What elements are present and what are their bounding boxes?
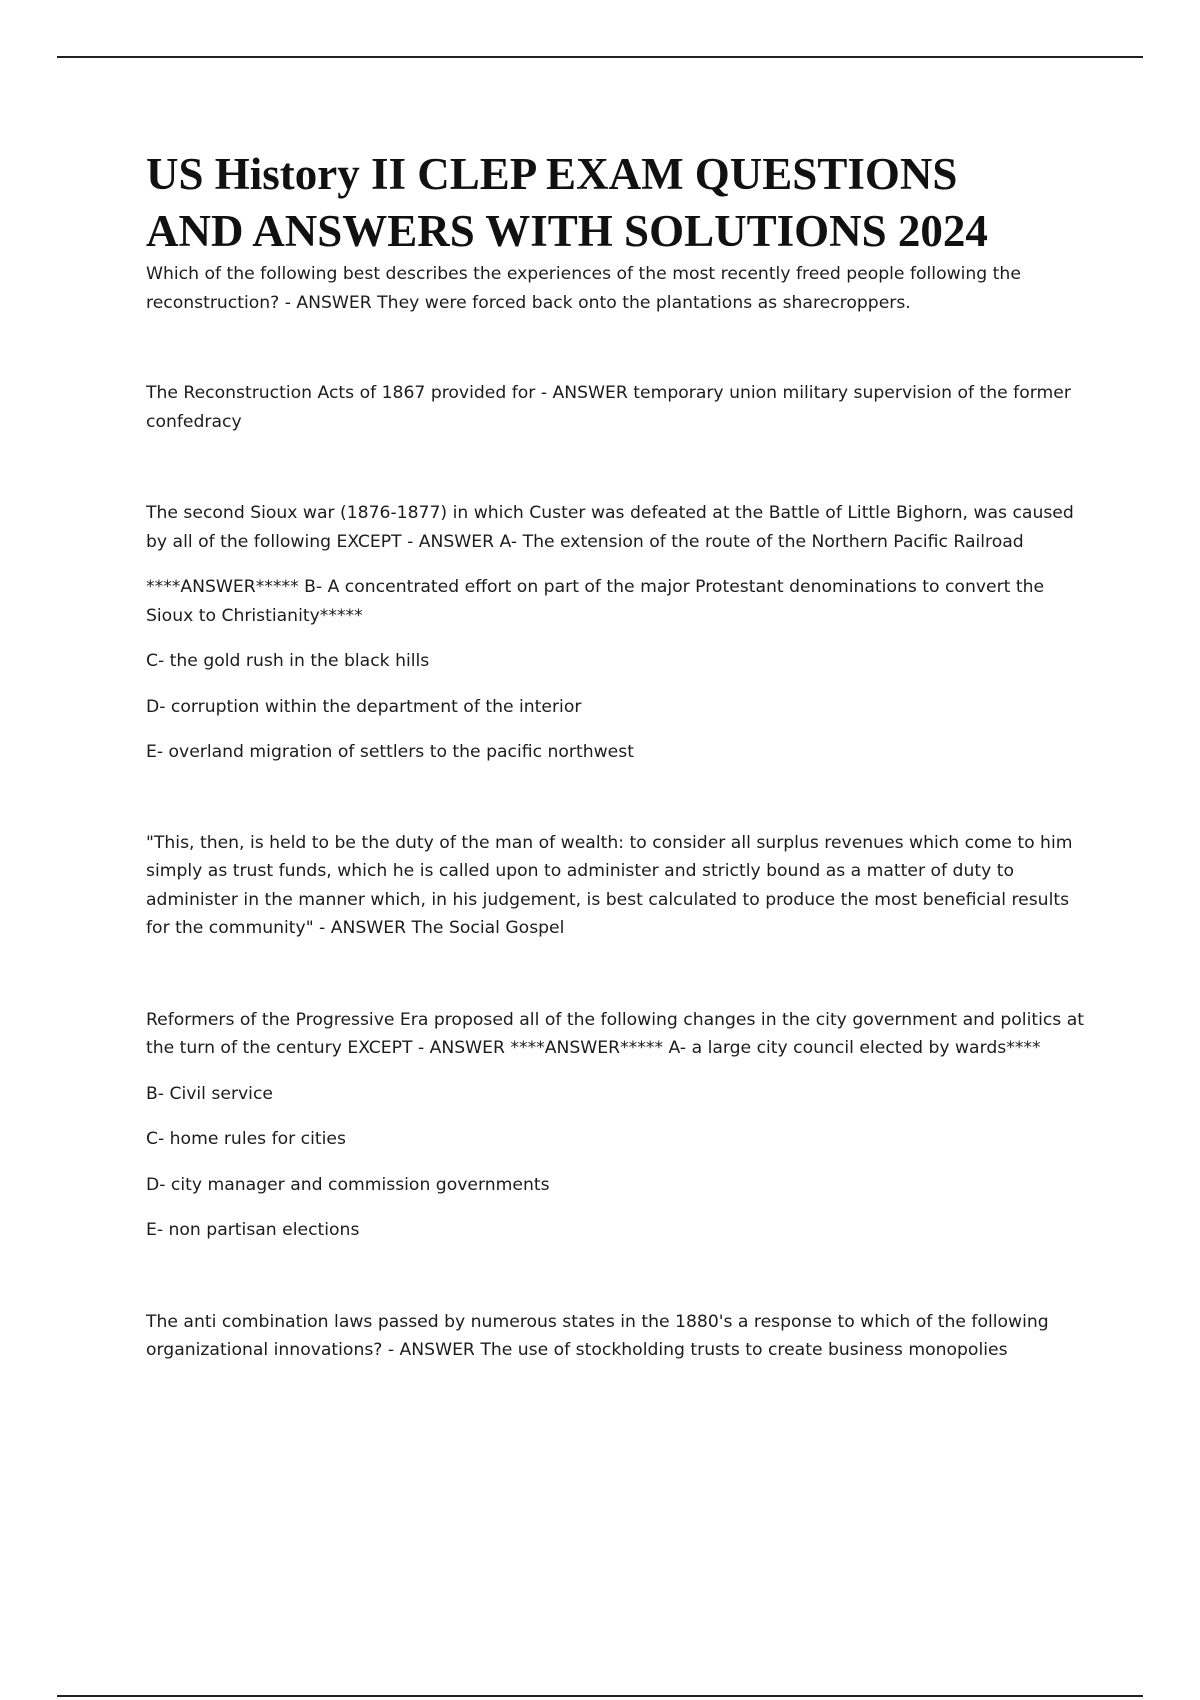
question-1 <box>146 260 1096 317</box>
question-5-option-d: D- city manager and commission governments <box>146 1174 550 1195</box>
title-line-2: AND ANSWERS WITH SOLUTIONS 2024 <box>146 206 988 256</box>
top-rule <box>57 56 1143 58</box>
question-5-text: Reformers of the Progressive Era proposed all of the following changes in the city government and politics at the turn of the century EXCEPT - ANSWER ****ANSWER***** A- a large city council elected by wards**** <box>146 1009 1084 1058</box>
question-3-option-c: C- the gold rush in the black hills <box>146 651 430 671</box>
question-1-text: Which of the following best describes the experiences of the most recently freed people following the reconstruction? - ANSWER They were forced back onto the plantations as sharecroppers. <box>146 264 1021 313</box>
title-line-1: US History II CLEP EXAM QUESTIONS <box>146 149 958 199</box>
question-5-option-e: E- non partisan elections <box>146 1220 360 1240</box>
bottom-rule <box>57 1695 1143 1697</box>
question-2-text: The Reconstruction Acts of 1867 provided for - ANSWER temporary union military supervision of the former confedracy <box>146 383 1071 432</box>
question-2 <box>146 379 1096 436</box>
question-5 <box>146 1006 1096 1245</box>
question-4-text: "This, then, is held to be the duty of the man of wealth: to consider all surplus revenues which come to him simply as trust funds, which he is called upon to administer and strictly bound as a matter of duty to administer in the manner which, in his judgement, is best calculated to produce the most beneficial results for the community" - ANSWER The Social Gospel <box>146 832 1073 938</box>
question-3-option-e: E- overland migration of settlers to the pacific northwest <box>146 742 634 762</box>
question-6-text: The anti combination laws passed by numerous states in the 1880's a response to which of the following organizational innovations? - ANSWER The use of stockholding trusts to create business monopolies <box>146 1311 1049 1360</box>
question-3 <box>146 499 1096 767</box>
question-4 <box>146 829 1096 943</box>
question-5-option-c: C- home rules for cities <box>146 1129 346 1149</box>
document-title <box>146 146 1096 260</box>
question-3-option-d: D- corruption within the department of the interior <box>146 696 582 717</box>
question-3-option-b: ****ANSWER***** B- A concentrated effort on part of the major Protestant denominations to convert the Sioux to Christianity***** <box>146 577 1045 626</box>
document-page <box>146 146 1096 1365</box>
question-6 <box>146 1308 1096 1365</box>
question-5-option-b: B- Civil service <box>146 1083 273 1104</box>
question-3-text: The second Sioux war (1876-1877) in which Custer was defeated at the Battle of Little Bighorn, was caused by all of the following EXCEPT - ANSWER A- The extension of the route of the Northern Pacific Railroad <box>146 503 1074 552</box>
